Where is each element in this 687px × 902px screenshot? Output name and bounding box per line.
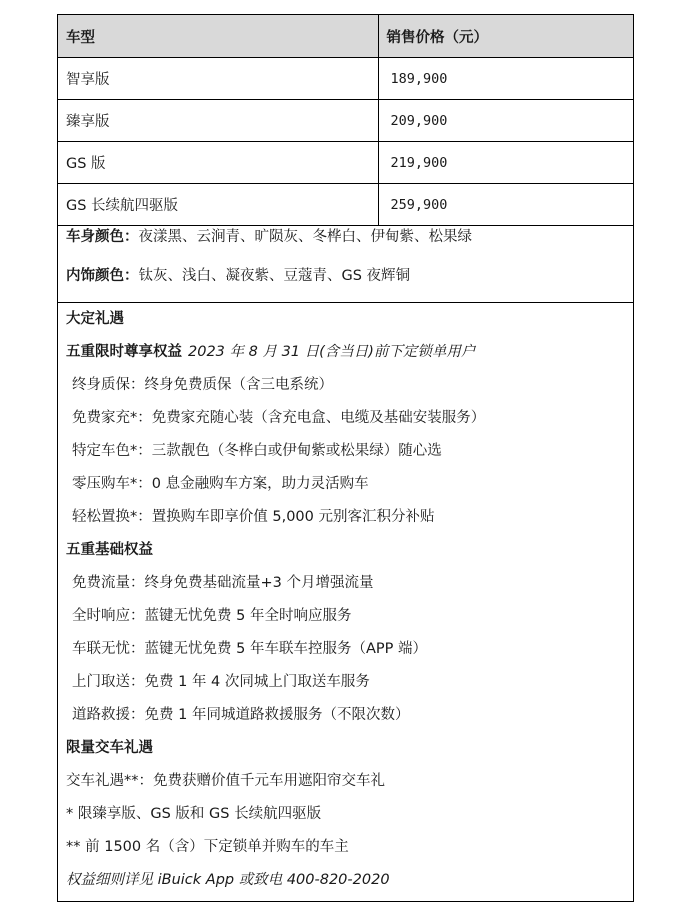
table-header-row	[58, 15, 633, 58]
footnote-double-star: ** 前 1500 名（含）下定锁单并购车的车主	[66, 839, 349, 855]
footnote-single-star: * 限臻享版、GS 版和 GS 长续航四驱版	[66, 806, 322, 822]
basic-benefits-title: 五重基础权益	[66, 542, 153, 558]
list-item: 终身质保：终身免费质保（含三电系统）	[72, 377, 333, 393]
body-color-line	[66, 226, 625, 265]
list-item: 道路救援：免费 1 年同城道路救援服务（不限次数）	[72, 707, 410, 723]
delivery-gift-item: 交车礼遇**：免费获赠价值千元车用遮阳帘交车礼	[66, 773, 385, 789]
price-cell: 219,900	[378, 142, 633, 184]
price-cell: 209,900	[378, 100, 633, 142]
interior-color-label: 内饰颜色：	[66, 268, 139, 284]
table-row	[58, 100, 633, 142]
pricing-document	[57, 14, 634, 902]
header-price: 销售价格（元）	[378, 15, 633, 58]
model-cell: GS 长续航四驱版	[58, 184, 378, 226]
model-cell: 臻享版	[58, 100, 378, 142]
delivery-gift-title: 限量交车礼遇	[66, 740, 153, 756]
gifts-section	[58, 303, 633, 901]
list-item: 轻松置换*：置换购车即享价值 5,000 元别客汇积分补贴	[72, 509, 435, 525]
interior-color-line	[66, 265, 625, 302]
price-table	[58, 15, 633, 226]
list-item: 免费家充*：免费家充随心装（含充电盒、电缆及基础安装服务）	[72, 410, 486, 426]
table-row	[58, 58, 633, 100]
model-cell: GS 版	[58, 142, 378, 184]
price-cell: 189,900	[378, 58, 633, 100]
list-item: 车联无忧：蓝键无忧免费 5 年车联车控服务（APP 端）	[72, 641, 427, 657]
list-item: 特定车色*：三款靓色（冬桦白或伊甸紫或松果绿）随心选	[72, 443, 442, 459]
body-color-values: 夜漾黑、云涧青、旷陨灰、冬桦白、伊甸紫、松果绿	[138, 229, 472, 245]
limited-benefits-title: 五重限时尊享权益	[66, 344, 182, 360]
color-section	[58, 226, 633, 303]
header-model: 车型	[58, 15, 378, 58]
table-row	[58, 184, 633, 226]
list-item: 上门取送：免费 1 年 4 次同城上门取送车服务	[72, 674, 370, 690]
list-item: 全时响应：蓝键无忧免费 5 年全时响应服务	[72, 608, 352, 624]
limited-benefits-heading	[66, 336, 625, 369]
list-item: 零压购车*：0 息金融购车方案，助力灵活购车	[72, 476, 369, 492]
limited-deadline: 2023 年 8 月 31 日(含当日)前下定锁单用户	[188, 344, 476, 360]
body-color-label: 车身颜色：	[66, 229, 139, 245]
list-item: 免费流量：终身免费基础流量+3 个月增强流量	[72, 575, 374, 591]
model-cell: 智享版	[58, 58, 378, 100]
interior-color-values: 钛灰、浅白、凝夜紫、豆蔻青、GS 夜辉铜	[138, 268, 411, 284]
table-row	[58, 142, 633, 184]
gifts-title: 大定礼遇	[66, 311, 124, 327]
price-cell: 259,900	[378, 184, 633, 226]
terms-footer: 权益细则详见 iBuick App 或致电 400-820-2020	[66, 872, 390, 888]
